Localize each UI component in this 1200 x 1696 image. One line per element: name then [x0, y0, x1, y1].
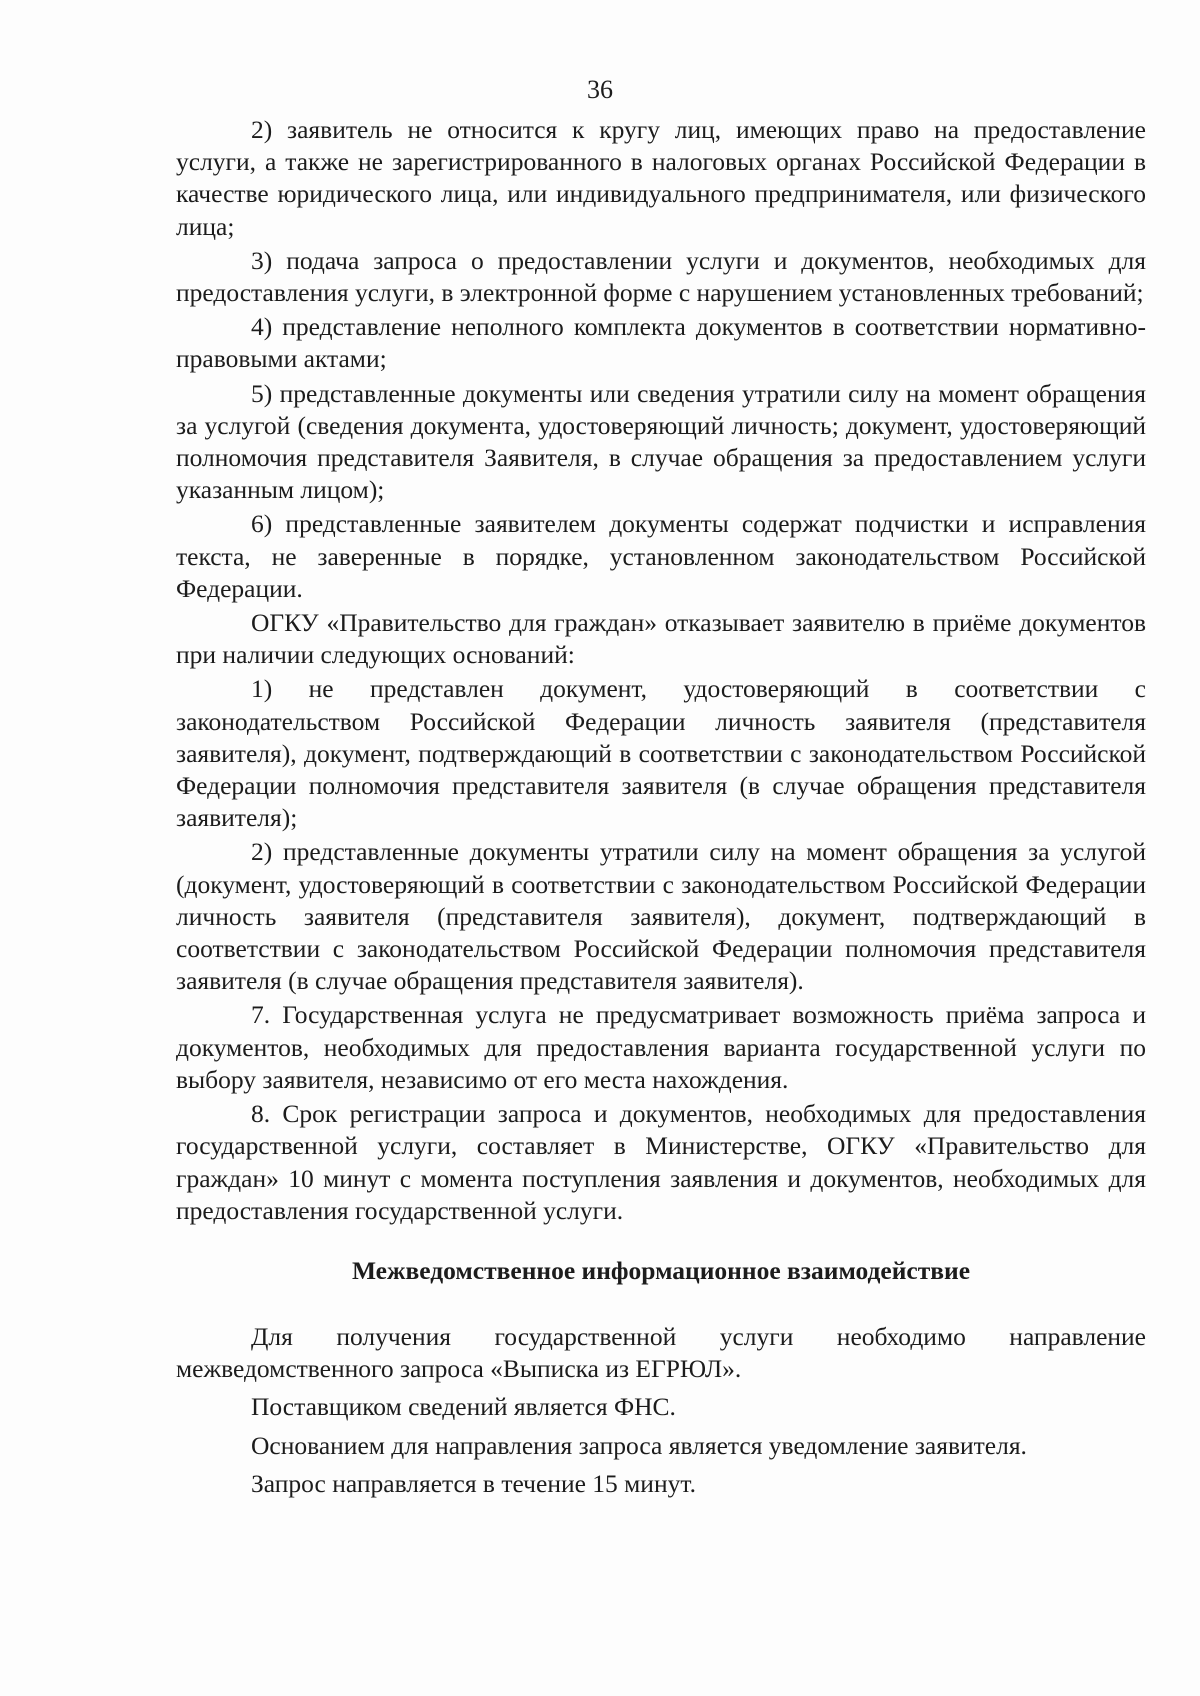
paragraph-clause-7: 7. Государственная услуга не предусматривает возможность приёма запроса и документов, необходимых для предоставления варианта государственной услуги по выбору заявителя, независимо от его места нахождения.	[176, 1000, 1146, 1094]
section-body	[176, 1321, 1146, 1500]
paragraph-refusal-2: 2) представленные документы утратили силу на момент обращения за услугой (документ, удостоверяющий в соответствии с законодательством Российской Федерации личность заявителя (представителя заявителя), документ, подтверждающий в соответствии с законодательством Российской Федерации полномочия представителя заявителя (в случае обращения представителя заявителя).	[176, 837, 1146, 996]
paragraph-item-3: 3) подача запроса о предоставлении услуги и документов, необходимых для предоставления услуги, в электронной форме с нарушением установленных требований;	[176, 245, 1146, 308]
paragraph-refusal-1: 1) не представлен документ, удостоверяющий в соответствии с законодательством Российской Федерации личность заявителя (представителя заявителя), документ, подтверждающий в соответствии с законодательством Российской Федерации полномочия представителя заявителя (в случае обращения представителя заявителя);	[176, 674, 1146, 833]
paragraph-item-4: 4) представление неполного комплекта документов в соответствии нормативно-правовыми актами;	[176, 312, 1146, 374]
paragraph-item-6: 6) представленные заявителем документы содержат подчистки и исправления текста, не заверенные в порядке, установленном законодательством Российской Федерации.	[176, 509, 1146, 603]
section-paragraph-4: Запрос направляется в течение 15 минут.	[251, 1468, 696, 1498]
section-paragraph-1: Для получения государственной услуги необходимо направление межведомственного запроса «Выписка из ЕГРЮЛ».	[176, 1321, 1146, 1384]
section-paragraph-3: Основанием для направления запроса является уведомление заявителя.	[251, 1430, 1027, 1460]
section-paragraph-2: Поставщиком сведений является ФНС.	[251, 1392, 676, 1422]
paragraph-item-2: 2) заявитель не относится к кругу лиц, имеющих право на предоставление услуги, а также не зарегистрированного в налоговых органах Российской Федерации в качестве юридического лица, или индивидуального предпринимателя, или физического лица;	[176, 115, 1146, 241]
page-number: 36	[587, 75, 613, 104]
document-body	[176, 114, 1146, 1500]
paragraph-refusal-intro: ОГКУ «Правительство для граждан» отказывает заявителю в приёме документов при наличии следующих оснований:	[176, 608, 1146, 670]
paragraph-clause-8: 8. Срок регистрации запроса и документов, необходимых для предоставления государственной услуги, составляет в Министерстве, ОГКУ «Правительство для граждан» 10 минут с момента поступления заявления и документов, необходимых для предоставления государственной услуги.	[176, 1099, 1146, 1225]
section-heading: Межведомственное информационное взаимодействие	[351, 1255, 971, 1285]
paragraph-item-5: 5) представленные документы или сведения утратили силу на момент обращения за услугой (сведения документа, удостоверяющий личность; документ, удостоверяющий полномочия представителя Заявителя, в случае обращения за предоставлением услуги указанным лицом);	[176, 378, 1146, 505]
